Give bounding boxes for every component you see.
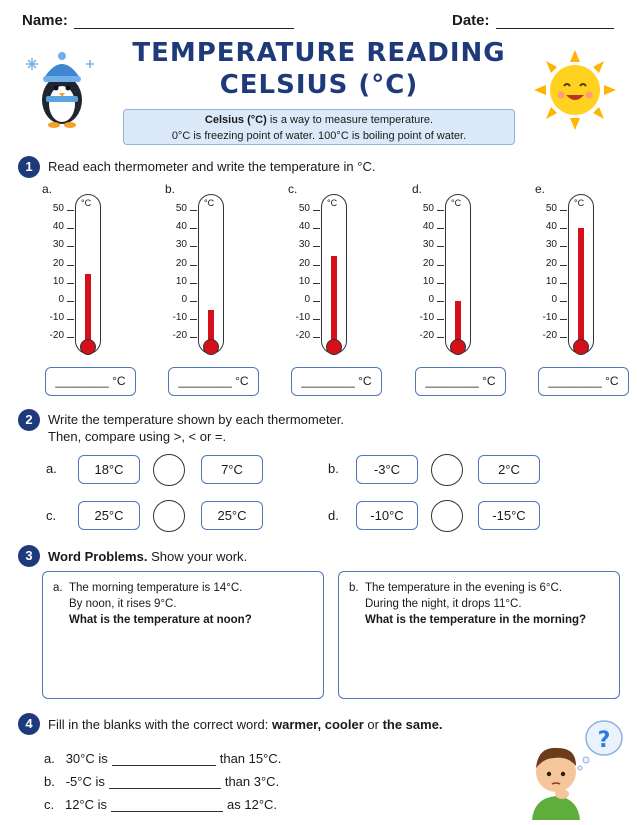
scale-tick bbox=[313, 210, 320, 211]
compare-right-value: -15°C bbox=[478, 501, 540, 530]
question-bubble-icon bbox=[578, 721, 622, 770]
scale-label: 40 bbox=[52, 221, 64, 233]
section2-line2: Then, compare using >, < or =. bbox=[48, 429, 227, 444]
scale-tick bbox=[560, 210, 567, 211]
scale-tick bbox=[313, 319, 320, 320]
scale-label: 40 bbox=[422, 221, 434, 233]
fill-blank[interactable] bbox=[111, 798, 223, 812]
compare-letter: d. bbox=[328, 508, 339, 523]
scale-tick bbox=[437, 283, 444, 284]
scale-tick bbox=[190, 228, 197, 229]
scale-label: -10 bbox=[172, 312, 187, 324]
scale-label: 50 bbox=[422, 203, 434, 214]
section4-text: Fill in the blanks with the correct word: bbox=[48, 717, 272, 732]
fill-start: -5°C is bbox=[65, 774, 105, 789]
info-box bbox=[123, 109, 515, 145]
compare-circle[interactable] bbox=[153, 500, 185, 532]
scale-tick bbox=[190, 210, 197, 211]
scale-tick bbox=[560, 283, 567, 284]
fill-start: 12°C is bbox=[64, 797, 108, 812]
problem-line: By noon, it rises 9°C. bbox=[69, 598, 177, 610]
compare-letter: b. bbox=[328, 461, 339, 476]
compare-letter: a. bbox=[46, 461, 57, 476]
fill-blank[interactable] bbox=[109, 775, 221, 789]
scale-label: 20 bbox=[52, 257, 64, 269]
name-line[interactable] bbox=[74, 13, 294, 29]
scale-label: -10 bbox=[419, 312, 434, 324]
scale-tick bbox=[67, 319, 74, 320]
problem-line: The morning temperature is 14°C. bbox=[69, 582, 243, 594]
mercury-column bbox=[578, 228, 584, 344]
scale-label: 40 bbox=[545, 221, 557, 233]
scale-label: 30 bbox=[422, 239, 434, 251]
fill-row bbox=[44, 774, 279, 789]
scale-tick bbox=[313, 246, 320, 247]
thermometer-unit: °C bbox=[327, 198, 338, 208]
section3-title-bold: Word Problems. bbox=[48, 549, 148, 564]
problem-letter: b. bbox=[349, 582, 359, 594]
fill-end: than 3°C. bbox=[224, 774, 280, 789]
scale-label: 40 bbox=[175, 221, 187, 233]
scale-tick bbox=[437, 210, 444, 211]
thermometer-answer-box[interactable]: ________ °C bbox=[538, 367, 629, 396]
compare-left-value: -3°C bbox=[356, 455, 418, 484]
info-line2: 0°C is freezing point of water. 100°C is boiling point of water. bbox=[171, 130, 467, 142]
word-problem-b[interactable] bbox=[338, 571, 620, 699]
thermometer-unit: °C bbox=[451, 198, 462, 208]
scale-label: 20 bbox=[422, 257, 434, 269]
name-field bbox=[22, 12, 294, 29]
scale-label: 0 bbox=[428, 294, 434, 305]
scale-tick bbox=[560, 301, 567, 302]
scale-tick bbox=[437, 319, 444, 320]
compare-left-value: 18°C bbox=[78, 455, 140, 484]
scale-label: -20 bbox=[295, 330, 310, 342]
scale-tick bbox=[190, 301, 197, 302]
section3-title bbox=[48, 548, 247, 565]
scale-label: 10 bbox=[175, 275, 187, 287]
compare-circle[interactable] bbox=[153, 454, 185, 486]
section4-number: 4 bbox=[18, 713, 40, 735]
scale-label: -20 bbox=[172, 330, 187, 342]
scale-tick bbox=[67, 246, 74, 247]
section4-choice-same: the same. bbox=[382, 717, 443, 732]
scale-label: -10 bbox=[49, 312, 64, 324]
fill-row bbox=[44, 797, 277, 812]
scale-tick bbox=[437, 301, 444, 302]
section2-line1: Write the temperature shown by each thermometer. bbox=[48, 412, 345, 427]
section4-instruction bbox=[48, 716, 443, 733]
thermometer-letter: d. bbox=[412, 182, 423, 196]
scale-label: -20 bbox=[542, 330, 557, 342]
scale-tick bbox=[437, 228, 444, 229]
info-definition: is a way to measure temperature. bbox=[266, 114, 434, 126]
scale-label: 20 bbox=[298, 257, 310, 269]
mercury-column bbox=[331, 256, 337, 345]
thermometer-answer-box[interactable]: ________ °C bbox=[291, 367, 382, 396]
scale-tick bbox=[313, 337, 320, 338]
scale-tick bbox=[67, 283, 74, 284]
date-line[interactable] bbox=[496, 13, 614, 29]
scale-label: 30 bbox=[52, 239, 64, 251]
section4-choices: warmer, cooler bbox=[271, 717, 364, 732]
problem-question: What is the temperature in the morning? bbox=[365, 614, 587, 626]
svg-text:?: ? bbox=[597, 728, 611, 753]
thermometer-letter: a. bbox=[42, 182, 53, 196]
scale-label: 20 bbox=[175, 257, 187, 269]
scale-label: 20 bbox=[545, 257, 557, 269]
info-line1 bbox=[124, 112, 514, 128]
scale-label: -10 bbox=[542, 312, 557, 324]
section1-number: 1 bbox=[18, 156, 40, 178]
compare-right-value: 25°C bbox=[201, 501, 263, 530]
scale-tick bbox=[560, 246, 567, 247]
scale-label: 10 bbox=[52, 275, 64, 287]
scale-tick bbox=[67, 265, 74, 266]
scale-tick bbox=[560, 337, 567, 338]
compare-right-value: 7°C bbox=[201, 455, 263, 484]
scale-tick bbox=[437, 265, 444, 266]
scale-tick bbox=[67, 301, 74, 302]
scale-tick bbox=[67, 228, 74, 229]
compare-circle[interactable] bbox=[431, 500, 463, 532]
word-problem-a[interactable] bbox=[42, 571, 324, 699]
fill-start: 30°C is bbox=[65, 751, 108, 766]
scale-tick bbox=[560, 265, 567, 266]
problem-line: During the night, it drops 11°C. bbox=[365, 598, 522, 610]
fill-blank[interactable] bbox=[112, 752, 216, 766]
section3-title-rest: Show your work. bbox=[147, 549, 248, 564]
date-label: Date: bbox=[452, 12, 490, 29]
scale-label: 10 bbox=[422, 275, 434, 287]
section4-or: or bbox=[363, 717, 383, 732]
section3-number: 3 bbox=[18, 545, 40, 567]
mercury-column bbox=[85, 274, 91, 344]
compare-left-value: 25°C bbox=[78, 501, 140, 530]
scale-tick bbox=[190, 283, 197, 284]
scale-label: 10 bbox=[545, 275, 557, 287]
fill-end: than 15°C. bbox=[219, 751, 282, 766]
scale-label: 0 bbox=[304, 294, 310, 305]
scale-tick bbox=[313, 283, 320, 284]
fill-letter: c. bbox=[44, 797, 55, 812]
scale-tick bbox=[190, 337, 197, 338]
section2-number: 2 bbox=[18, 409, 40, 431]
fill-letter: b. bbox=[44, 774, 55, 789]
scale-label: 0 bbox=[181, 294, 187, 305]
thermometer-bulb bbox=[203, 339, 219, 355]
thermometer-answer-box[interactable]: ________ °C bbox=[168, 367, 259, 396]
fill-row bbox=[44, 751, 281, 766]
scale-label: 30 bbox=[298, 239, 310, 251]
scale-label: -20 bbox=[419, 330, 434, 342]
thermometer-unit: °C bbox=[81, 198, 92, 208]
thermometer-bulb bbox=[450, 339, 466, 355]
thermometer-letter: e. bbox=[535, 182, 546, 196]
thermometer-bulb bbox=[80, 339, 96, 355]
fill-letter: a. bbox=[44, 751, 55, 766]
problem-line: The temperature in the evening is 6°C. bbox=[365, 582, 563, 594]
fill-end: as 12°C. bbox=[227, 797, 278, 812]
thermometer-bulb bbox=[326, 339, 342, 355]
scale-label: 50 bbox=[175, 203, 187, 214]
compare-left-value: -10°C bbox=[356, 501, 418, 530]
scale-label: -20 bbox=[49, 330, 64, 342]
mercury-column bbox=[455, 301, 461, 344]
scale-tick bbox=[190, 246, 197, 247]
thermometer-answer-box[interactable]: ________ °C bbox=[45, 367, 136, 396]
scale-tick bbox=[313, 301, 320, 302]
scale-label: 30 bbox=[175, 239, 187, 251]
scale-tick bbox=[560, 228, 567, 229]
scale-label: 10 bbox=[298, 275, 310, 287]
thermometer-answer-box[interactable]: ________ °C bbox=[415, 367, 506, 396]
date-field bbox=[452, 12, 614, 29]
scale-tick bbox=[313, 265, 320, 266]
compare-circle[interactable] bbox=[431, 454, 463, 486]
thermometer-letter: c. bbox=[288, 182, 298, 196]
scale-tick bbox=[560, 319, 567, 320]
name-label: Name: bbox=[22, 12, 68, 29]
problem-letter: a. bbox=[53, 582, 63, 594]
scale-tick bbox=[313, 228, 320, 229]
scale-label: 50 bbox=[545, 203, 557, 214]
thermometer-letter: b. bbox=[165, 182, 176, 196]
compare-letter: c. bbox=[46, 508, 57, 523]
section2-instruction bbox=[48, 411, 344, 445]
scale-tick bbox=[67, 210, 74, 211]
scale-label: 50 bbox=[298, 203, 310, 214]
thermometer-unit: °C bbox=[204, 198, 215, 208]
info-term: Celsius (°C) bbox=[204, 114, 267, 126]
scale-tick bbox=[190, 319, 197, 320]
scale-tick bbox=[437, 337, 444, 338]
scale-tick bbox=[67, 337, 74, 338]
scale-label: 0 bbox=[58, 294, 64, 305]
compare-right-value: 2°C bbox=[478, 455, 540, 484]
thermometer-unit: °C bbox=[574, 198, 585, 208]
scale-label: 40 bbox=[298, 221, 310, 233]
scale-label: -10 bbox=[295, 312, 310, 324]
scale-label: 50 bbox=[52, 203, 64, 214]
section1-instruction: Read each thermometer and write the temperature in °C. bbox=[48, 159, 376, 174]
problem-question: What is the temperature at noon? bbox=[69, 614, 252, 626]
thermometer-bulb bbox=[573, 339, 589, 355]
thinking-boy-icon bbox=[524, 716, 624, 820]
scale-label: 0 bbox=[551, 294, 557, 305]
scale-tick bbox=[190, 265, 197, 266]
scale-label: 30 bbox=[545, 239, 557, 251]
page-title-line2: CELSIUS (°C) bbox=[219, 70, 419, 100]
page-title-line1: TEMPERATURE READING bbox=[132, 38, 506, 68]
scale-tick bbox=[437, 246, 444, 247]
